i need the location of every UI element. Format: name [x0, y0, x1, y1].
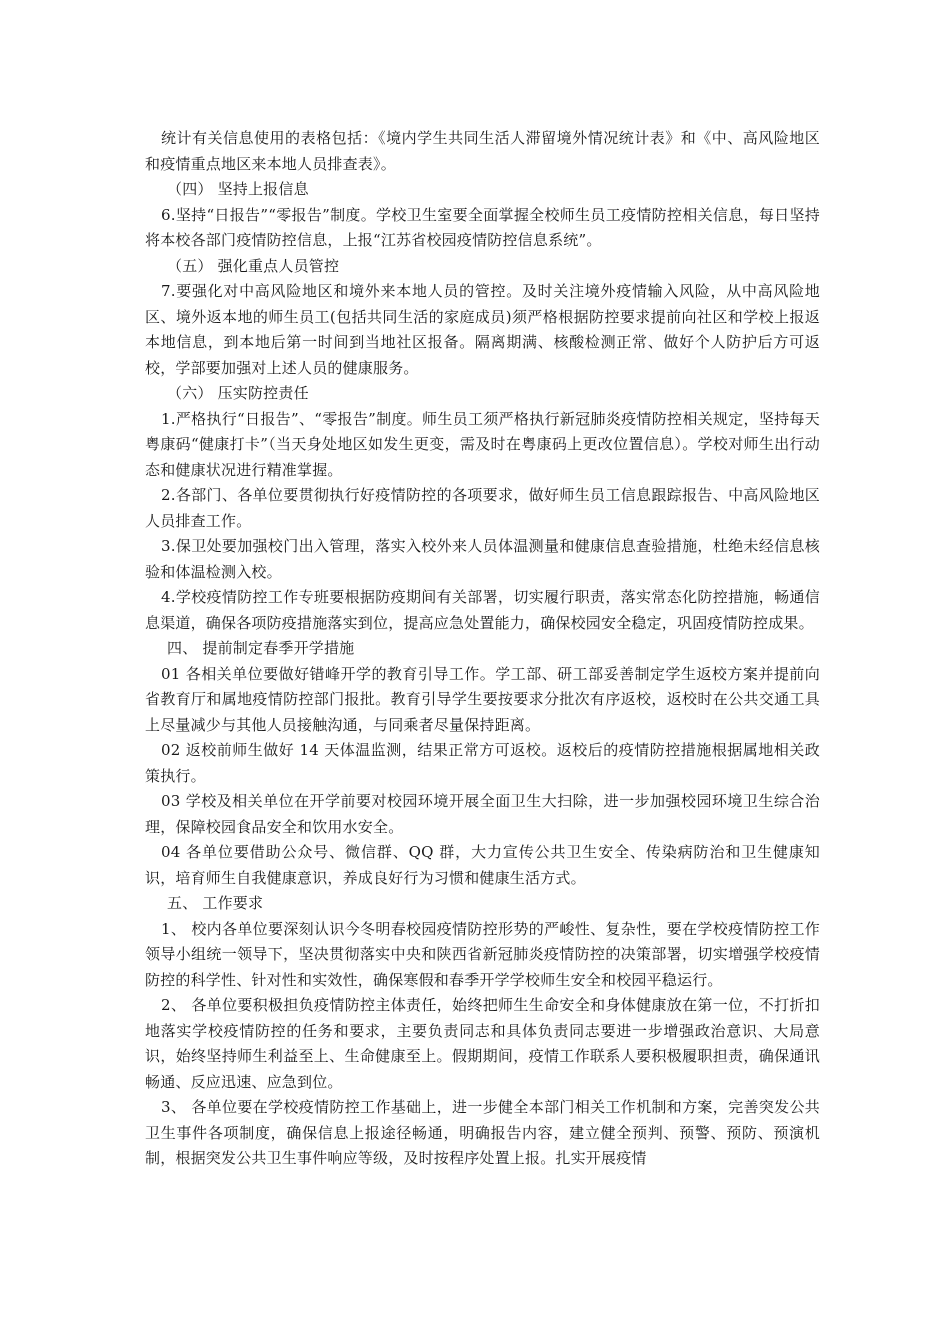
paragraph: 1.严格执行“日报告”、“零报告”制度。师生员工须严格执行新冠肺炎疫情防控相关规定，坚持每天粤康码“健康打卡”（当天身处地区如发生更变，需及时在粤康码上更改位置信息）。学校对师生出行动态和健康状况进行精准掌握。 — [145, 409, 820, 479]
paragraph: 2.各部门、各单位要贯彻执行好疫情防控的各项要求，做好师生员工信息跟踪报告、中高风险地区人员排查工作。 — [145, 486, 820, 530]
paragraph: 4.学校疫情防控工作专班要根据防疫期间有关部署，切实履行职责，落实常态化防控措施，畅通信息渠道，确保各项防疫措施落实到位，提高应急处置能力，确保校园安全稳定，巩固疫情防控成果。 — [145, 588, 820, 632]
paragraph: 1、 校内各单位要深刻认识今冬明春校园疫情防控形势的严峻性、复杂性，要在学校疫情防控工作领导小组统一领导下，坚决贯彻落实中央和陕西省新冠肺炎疫情防控的决策部署，切实增强学校疫情防控的科学性、针对性和实效性，确保寒假和春季开学学校师生安全和校园平稳运行。 — [145, 919, 820, 989]
paragraph: 02 返校前师生做好 14 天体温监测，结果正常方可返校。返校后的疫情防控措施根据属地相关政策执行。 — [145, 741, 820, 785]
paragraph: 统计有关信息使用的表格包括：《境内学生共同生活人滞留境外情况统计表》和《中、高风险地区和疫情重点地区来本地人员排查表》。 — [145, 129, 820, 173]
section-heading: 四、 提前制定春季开学措施 — [167, 639, 355, 657]
paragraph: 3、 各单位要在学校疫情防控工作基础上，进一步健全本部门相关工作机制和方案，完善突发公共卫生事件各项制度，确保信息上报途径畅通，明确报告内容，建立健全预判、预警、预防、预演机制，根据突发公共卫生事件响应等级，及时按程序处置上报。扎实开展疫情 — [145, 1098, 820, 1167]
paragraph: 7.要强化对中高风险地区和境外来本地人员的管控。及时关注境外疫情输入风险，从中高风险地区、境外返本地的师生员工(包括共同生活的家庭成员)须严格根据防控要求提前向社区和学校上报返本地信息，到本地后第一时间到当地社区报备。隔离期满、核酸检测正常、做好个人防护后方可返校，学部要加强对上述人员的健康服务。 — [145, 282, 820, 377]
paragraph: 03 学校及相关单位在开学前要对校园环境开展全面卫生大扫除，进一步加强校园环境卫生综合治理，保障校园食品安全和饮用水安全。 — [145, 792, 820, 836]
paragraph: 6.坚持“日报告”“零报告”制度。学校卫生室要全面掌握全校师生员工疫情防控相关信息，每日坚持将本校各部门疫情防控信息，上报“江苏省校园疫情防控信息系统”。 — [145, 205, 820, 249]
paragraph: 2、 各单位要积极担负疫情防控主体责任，始终把师生生命安全和身体健康放在第一位，不打折扣地落实学校疫情防控的任务和要求，主要负责同志和具体负责同志要进一步增强政治意识、大局意识，始终坚持师生利益至上、生命健康至上。假期期间，疫情工作联系人要积极履职担责，确保通讯畅通、反应迅速、应急到位。 — [145, 996, 820, 1091]
section-heading: （五） 强化重点人员管控 — [167, 256, 340, 275]
paragraph: 04 各单位要借助公众号、微信群、QQ 群，大力宣传公共卫生安全、传染病防治和卫生健康知识，培育师生自我健康意识，养成良好行为习惯和健康生活方式。 — [145, 843, 820, 887]
section-heading: （六） 压实防控责任 — [167, 384, 309, 402]
document-body — [145, 126, 820, 1172]
paragraph: 01 各相关单位要做好错峰开学的教育引导工作。学工部、研工部妥善制定学生返校方案并提前向省教育厅和属地疫情防控部门报批。教育引导学生要按要求分批次有序返校，返校时在公共交通工具上尽量减少与其他人员接触沟通，与同乘者尽量保持距离。 — [145, 664, 820, 734]
section-heading: （四） 坚持上报信息 — [167, 180, 309, 198]
paragraph: 3.保卫处要加强校门出入管理，落实入校外来人员体温测量和健康信息查验措施，杜绝未经信息核验和体温检测入校。 — [145, 537, 820, 581]
section-heading: 五、 工作要求 — [167, 894, 264, 912]
